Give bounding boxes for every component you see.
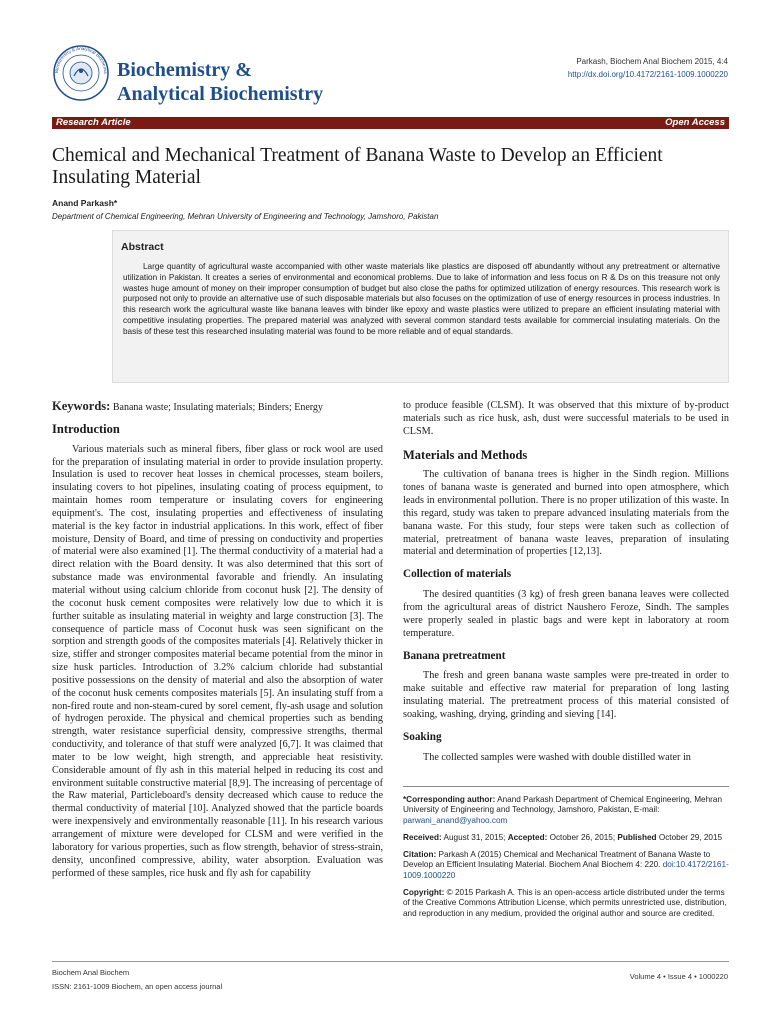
journal-name-line1: Biochemistry &	[117, 59, 252, 81]
received-label: Received:	[403, 832, 442, 842]
footer-issn: ISSN: 2161-1009 Biochem, an open access journal	[52, 982, 223, 991]
left-column	[52, 400, 383, 880]
article-type-bar	[52, 117, 729, 129]
citation-note	[403, 850, 729, 881]
keywords	[52, 400, 383, 415]
collection-heading: Collection of materials	[403, 568, 512, 581]
footer-journal: Biochem Anal Biochem	[52, 968, 130, 977]
article-type-label: Research Article	[56, 117, 131, 128]
abstract-heading: Abstract	[121, 241, 164, 253]
footnote-box	[403, 786, 729, 926]
logo-seal-text: Biochemistry & Analytical Biochemis	[53, 45, 109, 74]
footnote-rule	[403, 786, 729, 787]
author-name: Anand Parkash*	[52, 198, 118, 208]
journal-logo-seal	[52, 44, 110, 102]
methods-text: The cultivation of banana trees is higher in the Sindh region. Millions tones of banana waste is generated and burned into open atmosphere, which leads in environmental pollution. There is no proper utilization of this waste. In this regard, study was taken to prepare advanced insulating materials from the banana waste. For this study, four steps were taken such as collection of material, pretreatment of banana waste leaves, preparation of insulating material and determination of properties [12,13].	[403, 469, 729, 558]
introduction-continuation: to produce feasible (CLSM). It was observed that this mixture of by-product materials such as rice husk, ash, dust were successful materials to be used in CLSM.	[403, 400, 729, 437]
copyright-text: © 2015 Parkash A. This is an open-access article distributed under the terms of the Creative Commons Attribution License, which permits unrestricted use, distribution, and reproduction in any medium, provided the original author and source are credited.	[403, 888, 727, 918]
article-title: Chemical and Mechanical Treatment of Banana Waste to Develop an Efficient Insulating Material	[52, 145, 663, 188]
corresponding-author-note	[403, 795, 729, 826]
methods-heading: Materials and Methods	[403, 447, 528, 462]
copyright-note	[403, 888, 729, 919]
accepted-label: Accepted:	[507, 832, 548, 842]
soaking-heading: Soaking	[403, 730, 442, 743]
author-affiliation: Department of Chemical Engineering, Mehran University of Engineering and Technology, Jamshoro, Pakistan	[52, 212, 439, 221]
dates-note	[403, 833, 729, 843]
footer-rule	[52, 961, 729, 962]
keywords-text: Banana waste; Insulating materials; Binders; Energy	[112, 402, 323, 413]
footer-volume: Volume 4 • Issue 4 • 1000220	[629, 972, 728, 981]
header-doi-link[interactable]: http://dx.doi.org/10.4172/2161-1009.1000220	[567, 70, 728, 79]
abstract-box	[112, 230, 729, 383]
received-date: August 31, 2015;	[443, 832, 506, 842]
corresponding-text: Anand Parkash Department of Chemical Engineering, Mehran University of Engineering and Technology, Jamshoro, Pakistan, E-mail:	[403, 795, 722, 815]
published-date: October 29, 2015	[658, 832, 723, 842]
introduction-heading: Introduction	[52, 421, 120, 436]
pretreatment-heading: Banana pretreatment	[403, 649, 506, 662]
abstract-text: Large quantity of agricultural waste accompanied with other waste materials like plastics are disposed off abundantly without any pretreatment or alternative utilization in Pakistan. It creates a series of environmental and economical problems. Due to lake of information and less focus on R & Ds on this treasure not only wastes huge amount of money on their improper consumption of budget but also close the paths for optimized utilization of energy resources. This research work is purposed not only to provide an alternative use of such disposable materials but also focuses on the optimization of use of energy resources in process industries. In this research work the agricultural waste like banana leaves with binder like epoxy and waste plastics were utilized to prepare an efficient insulating material with competitive insulating properties. The prepared material was analyzed with several common standard tests available for commercial insulating materials. On the basis of these test this researched insulating material was found to be more reliable and of equal standards.	[123, 262, 720, 336]
corresponding-label: *Corresponding author:	[403, 795, 496, 804]
keywords-label: Keywords:	[52, 399, 111, 413]
open-access-label: Open Access	[665, 117, 725, 128]
introduction-text: Various materials such as mineral fibers, fiber glass or rock wool are used for the preparation of insulating material in order to provide insulation property. Insulation is used to recover heat losses in chemical processes, steam boilers, insulating covers to hot pipelines, insulating coating of process equipment, to maintain homes room temperature or insulating covers for engineering equipment's. The cost, insulating properties and effectiveness of insulating material is the key factor in industrial applications. In this work, effect of fiber moisture, Density of Board, and time of pressing on conductivity and properties of material were also examined [1]. The thermal conductivity of a material had a direct relation with the Board density. It was also determined that this sort of substance made was environmental favorable and friendly. An insulating material without using calcium chloride from coconut husk [2]. The density of the coconut husk cement composites were relatively low due to which it is further suitable as insulating material in weighty and large construction [3]. The consequence of particle mass of Coconut husk was seen significant on the sorption and strength goods of the composites materials [4]. Relatively thicker in size, stiffer and stronger composites material became potential from the minor in size husk particles. Introduction of 3.2% calcium chloride had substantial positive possessions on the density of material and also the absorption of water of the coconut husk cements composites materials [5]. An insulating stuff from a non-fired route and non-steam-cured by sorel cement, fly-ash usage and solution of hydrogen peroxide. The physical and chemical properties such as bending strength, water resistance superficial density, compressive strengths, thermal conductivity, and tolerance of that stuff were analyzed [6,7]. It was claimed that mater to be low weight, high strength, and appreciable heat resistivity. Considerable amount of fly ash in this material helped in reducing its cost and environment suitable constructive material [8,9]. The increasing of percentage of the Raw material, Particleboard's density decreased which cause to reduce the thermal conductivity of material [10]. Analyzed showed that the particle boards were inexpensively and environmentally reasonable [11]. In his research various arrangement of mixture were developed for CLSM and were verified in the laboratory for various properties, such as flow strength, behavior of stress-strain, density, unconfined compressive, ability, water absorption. Evaluation was performed of these samples, rice husk and fly ash for capability	[52, 443, 383, 879]
pretreatment-text: The fresh and green banana waste samples were pre-treated in order to make suitable and effective raw material for preparation of long lasting insulating material. The pretreatment process of this material consisted of soaking, washing, drying, grinding and sieving [14].	[403, 670, 729, 720]
citation-text: Parkash A (2015) Chemical and Mechanical Treatment of Banana Waste to Develop an Efficient Insulating Material. Biochem Anal Biochem 4: 220.	[403, 850, 711, 870]
journal-name-line2: Analytical Biochemistry	[117, 83, 324, 105]
right-column	[403, 400, 729, 764]
accepted-date: October 26, 2015;	[549, 832, 616, 842]
citation-label: Citation:	[403, 850, 437, 860]
citation-doi-link[interactable]: doi:10.4172/2161-1009.1000220	[403, 860, 729, 880]
header-citation: Parkash, Biochem Anal Biochem 2015, 4:4	[576, 57, 728, 66]
soaking-text: The collected samples were washed with double distilled water in	[423, 751, 691, 763]
author-email-link[interactable]: parwani_anand@yahoo.com	[403, 815, 508, 825]
copyright-label: Copyright:	[403, 888, 445, 898]
published-label: Published	[617, 832, 657, 842]
collection-text: The desired quantities (3 kg) of fresh green banana leaves were collected from the agricultural areas of district Naushero Feroze, Sindh. The samples were properly sealed in plastic bags and were kept in laboratory at room temperature.	[403, 589, 729, 639]
